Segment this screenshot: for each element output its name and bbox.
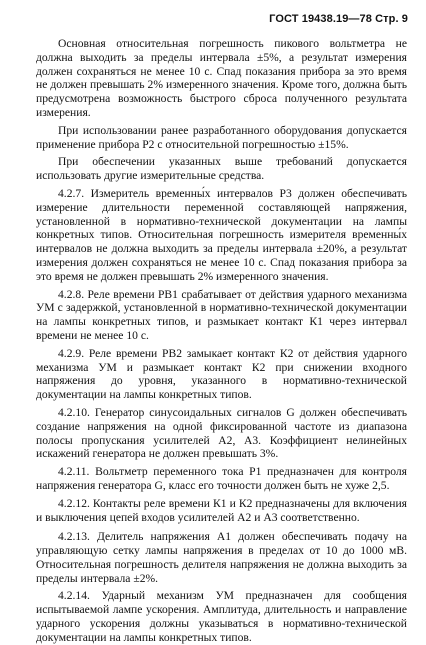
paragraph: 4.2.12. Контакты реле времени К1 и К2 предназначены для включения и выключения цепей входов усилителей А2 и А3 соответственно. [36,496,407,524]
paragraph: 4.2.13. Делитель напряжения А1 должен обеспечивать подачу на управляющую сетку лампы напряжения в пределах от 10 до 1000 мВ. Относительная погрешность делителя напряжения не должна выходить за пределы интервала ±2%. [36,530,407,585]
page-number: Стр. 9 [375,13,408,25]
paragraph: 4.2.11. Вольтметр переменного тока Р1 предназначен для контроля напряжения генератора G, класс его точности должен быть не хуже 2,5. [36,465,407,492]
paragraph: 4.2.9. Реле времени РВ2 замыкает контакт К2 от действия ударного механизма УМ и размыкает контакт К2 при снижении входного напряжения до уровня, указанного в нормативно-технической документации на лампы конкретных типов. [36,346,407,402]
paragraph: 4.2.8. Реле времени РВ1 срабатывает от действия ударного механизма УМ с задержкой, установленной в нормативно-технической документации на лампы конкретных типов, и размыкает контакт К1 через интервал времени не менее 10 с. [36,287,407,342]
paragraph: 4.2.10. Генератор синусоидальных сигналов G должен обеспечивать создание напряжения на одной фиксированной частоте из диапазона полосы пропускания усилителей А2, А3. Коэффициент нелинейных искажений генератора не должен превышать 3%. [36,405,407,461]
document-body [36,37,407,645]
paragraph: 4.2.7. Измеритель временны́х интервалов Р3 должен обеспечивать измерение длительности переменной составляющей напряжения, установленной в нормативно-технической документации на лампы конкретных типов. Относительная погрешность измерителя временны́х интервалов не должна выходить за пределы интервала ±20%, а результат измерения должен сохраняться не менее 10 с. Спад показания прибора за это время не должен превышать 2% измеренного значения. [36,186,407,283]
page-header [269,13,408,25]
standard-number: ГОСТ 19438.19—78 [269,13,372,25]
paragraph: 4.2.14. Ударный механизм УМ предназначен для сообщения испытываемой лампе ускорения. Амплитуда, длительность и направление ударного ускорения должны указываться в нормативно-технической документации на лампы конкретных типов. [36,589,407,644]
paragraph: Основная относительная погрешность пикового вольтметра не должна выходить за пределы интервала ±5%, а результат измерения должен сохраняться не менее 10 с. Спад показания прибора за это время не должен превышать 2% измеренного значения. Кроме того, должна быть предусмотрена возможность быстрого сброса полученного результата измерения. [36,37,407,119]
paragraph: При обеспечении указанных выше требований допускается использовать другие измерительные средства. [36,155,407,183]
paragraph: При использовании ранее разработанного оборудования допускается применение прибора Р2 с относительной погрешностью ±15%. [36,123,407,151]
